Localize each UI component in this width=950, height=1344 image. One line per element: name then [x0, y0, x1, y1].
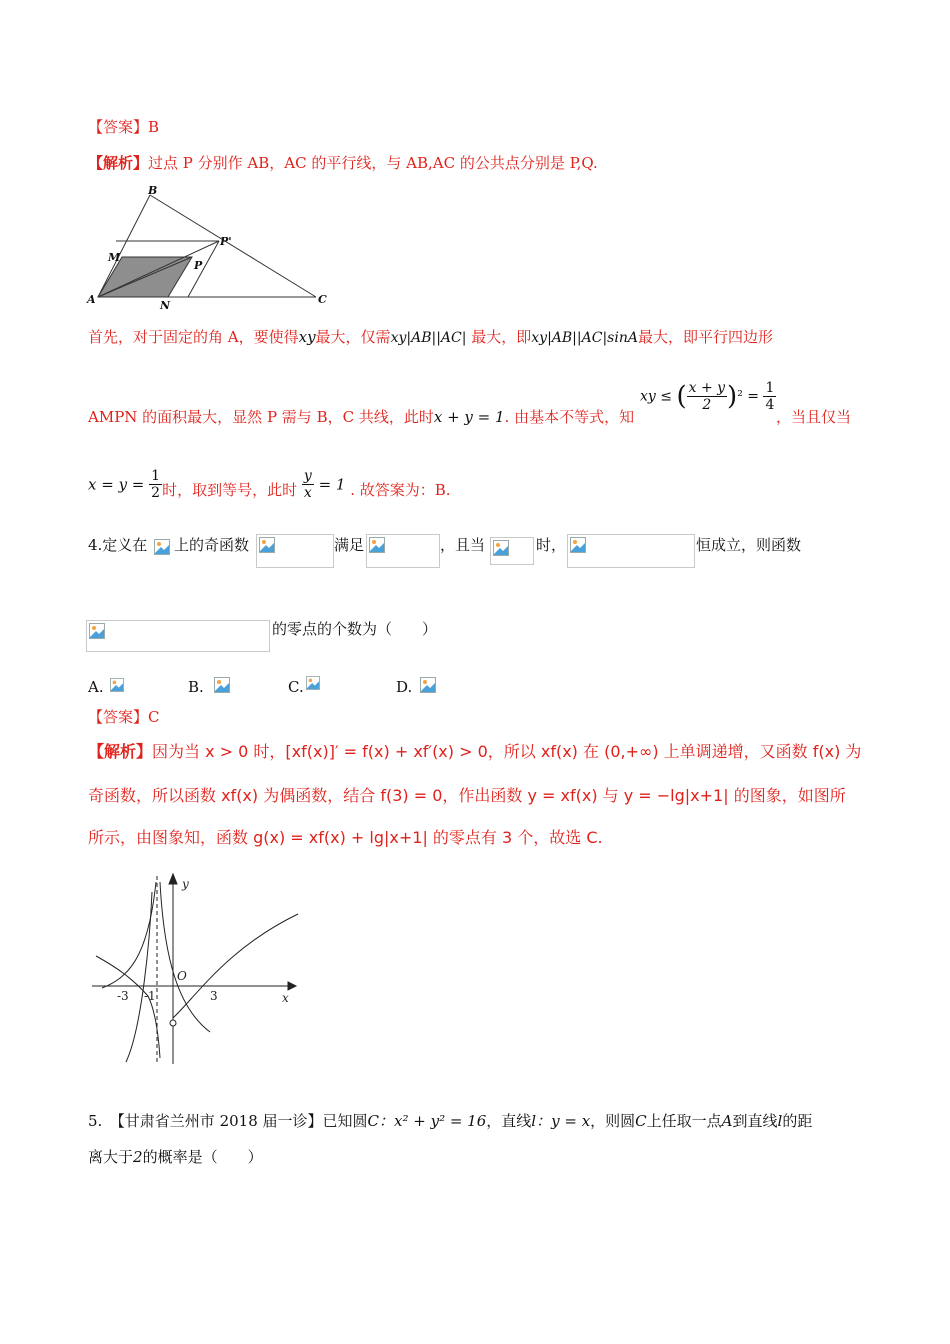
text-segment: 的距 — [782, 1112, 813, 1130]
q3-analysis-line3 — [88, 406, 634, 428]
option-label: B. — [188, 678, 204, 696]
math-eq: x = y = — [88, 475, 145, 494]
text-segment: 的概率是（ ） — [142, 1148, 263, 1166]
label-minus1: -1 — [144, 989, 156, 1003]
text-segment: AMPN 的面积最大，显然 P 需与 B，C 共线，此时 — [88, 408, 434, 426]
broken-image-icon — [306, 674, 320, 692]
math-sum: x + y = 1 — [433, 408, 505, 426]
math-C: C — [367, 1112, 380, 1130]
broken-image-icon — [214, 676, 230, 694]
label-3: 3 — [210, 989, 218, 1003]
option-a — [88, 676, 104, 698]
analysis-label: 【解析】 — [88, 154, 149, 172]
half-fraction — [149, 468, 162, 501]
q4-analysis-line1 — [88, 740, 861, 764]
analysis-text: 过点 P 分别作 AB，AC 的平行线，与 AB,AC 的公共点分别是 P,Q. — [148, 154, 598, 172]
broken-image-icon — [369, 537, 385, 553]
label-x: x — [282, 991, 289, 1005]
paren-right: ) — [727, 381, 738, 412]
text-segment: 离大于 — [88, 1148, 134, 1166]
frac-num: 1 — [151, 468, 161, 484]
option-c — [288, 676, 304, 698]
q5-line2 — [88, 1146, 263, 1168]
label-y: y — [182, 877, 189, 891]
curve-right — [173, 914, 298, 1018]
function-graph — [88, 868, 303, 1068]
broken-image-icon — [110, 676, 124, 694]
log-left — [102, 882, 156, 988]
frac-num: 1 — [765, 380, 775, 396]
q4-analysis-line3: 所示，由图象知，函数 g(x) = xf(x) + lg|x+1| 的零点有 3 个，故选 C. — [88, 828, 603, 847]
branch-left — [126, 892, 152, 1062]
text-segment: ，则圆 — [590, 1112, 636, 1130]
q4-answer: 【答案】C — [88, 708, 160, 726]
text-segment: 最大，即 — [471, 328, 532, 346]
label-P-prime: P' — [220, 235, 232, 248]
y-over-x-fraction — [302, 468, 314, 501]
option-label: D. — [396, 678, 413, 696]
q3-analysis-line1 — [88, 152, 598, 174]
option-label: A. — [88, 678, 104, 696]
text-segment: 5. 【甘肃省兰州市 2018 届一诊】已知圆 — [88, 1112, 368, 1130]
broken-image-icon — [259, 537, 275, 553]
q3-analysis-line4 — [88, 468, 451, 501]
analysis-text: 因为当 x > 0 时，[xf(x)]′ = f(x) + xf′(x) > 0，所以 xf(x) 在 (0,+∞) 上单调递增，又函数 f(x) 为 — [152, 742, 862, 761]
q3-line3-tail: ，当且仅当 — [776, 408, 852, 426]
label-B: B — [148, 185, 158, 197]
broken-image — [256, 534, 334, 568]
x-axis-arrow — [288, 982, 296, 990]
q5-line1 — [88, 1110, 812, 1132]
broken-image — [567, 534, 695, 568]
math-circle-eq: ：x² + y² = 16 — [379, 1112, 487, 1130]
broken-image-icon — [570, 537, 586, 553]
frac-den: 4 — [765, 397, 775, 413]
ineq-mid: ² = — [737, 388, 759, 405]
text-segment: ，直线 — [486, 1112, 532, 1130]
math-expr1: xy|AB||AC| — [390, 330, 467, 346]
curve-left-tail — [148, 996, 160, 1058]
math-l: l — [777, 1112, 783, 1130]
label-A: A — [87, 293, 96, 306]
text-segment: . 由基本不等式，知 — [504, 408, 635, 426]
option-label: C. — [288, 678, 304, 696]
q4-t7: 的零点的个数为（ ） — [272, 620, 438, 638]
label-N: N — [160, 299, 171, 312]
y-axis-arrow — [169, 874, 177, 884]
math-two: 2 — [133, 1148, 143, 1166]
frac-den: x — [303, 485, 312, 501]
text-segment: 最大，仅需 — [315, 328, 391, 346]
paren-left: ( — [676, 381, 687, 412]
broken-image — [490, 537, 534, 565]
math-expr2: xy|AB||AC|sinA — [531, 330, 638, 346]
frac-num: x + y — [688, 380, 726, 396]
math-l: l — [531, 1112, 537, 1130]
q4-t6: 恒成立，则函数 — [696, 536, 802, 554]
frac-den: 2 — [151, 485, 161, 501]
q4-t5: 时， — [536, 536, 567, 554]
q4-t1: 4.定义在 — [88, 536, 148, 554]
broken-image-icon — [154, 539, 170, 555]
math-xy: xy — [298, 328, 316, 346]
broken-image — [366, 534, 440, 568]
label-M: M — [108, 251, 121, 264]
ineq-left: xy ≤ — [640, 388, 672, 405]
q3-analysis-line2 — [88, 326, 773, 349]
text-segment: 上任取一点 — [646, 1112, 722, 1130]
q4-analysis-line2: 奇函数，所以函数 xf(x) 为偶函数，结合 f(3) = 0，作出函数 y = xf(x) 与 y = −lg|x+1| 的图象，如图所 — [88, 786, 846, 805]
open-point — [170, 1020, 176, 1026]
broken-image — [152, 537, 170, 559]
q4-t4: ，且当 — [440, 536, 486, 554]
frac-den: 2 — [702, 397, 712, 413]
q4-t3: 满足 — [334, 536, 365, 554]
option-d — [396, 676, 412, 698]
text-segment: 到直线 — [732, 1112, 778, 1130]
math-A: A — [721, 1112, 733, 1130]
text-segment: 首先，对于固定的角 A，要使得 — [88, 328, 299, 346]
broken-image-icon — [89, 623, 105, 639]
label-C: C — [318, 293, 327, 306]
parallelogram-figure — [82, 185, 342, 315]
frac-num: y — [303, 468, 312, 484]
broken-image — [86, 620, 270, 652]
q3-answer: 【答案】B — [88, 118, 160, 136]
math-C: C — [635, 1112, 647, 1130]
text-segment: 最大，即平行四边形 — [637, 328, 773, 346]
inequality-formula — [640, 380, 776, 413]
text-segment: 时，取到等号，此时 — [162, 481, 298, 499]
broken-image-icon — [420, 676, 436, 694]
label-minus3: -3 — [117, 989, 129, 1003]
label-origin: O — [177, 969, 187, 983]
quarter-fraction — [763, 380, 776, 413]
option-b — [188, 676, 204, 698]
broken-image-icon — [493, 540, 509, 556]
math-eq2: = 1 — [318, 475, 346, 494]
text-segment: . 故答案为：B. — [350, 481, 451, 499]
label-P: P — [194, 259, 203, 272]
log-right — [160, 882, 210, 1032]
ineq-fraction — [687, 380, 727, 413]
analysis-label: 【解析】 — [88, 742, 153, 761]
q4-t2: 上的奇函数 — [174, 536, 250, 554]
math-line-eq: ：y = x — [536, 1112, 591, 1130]
